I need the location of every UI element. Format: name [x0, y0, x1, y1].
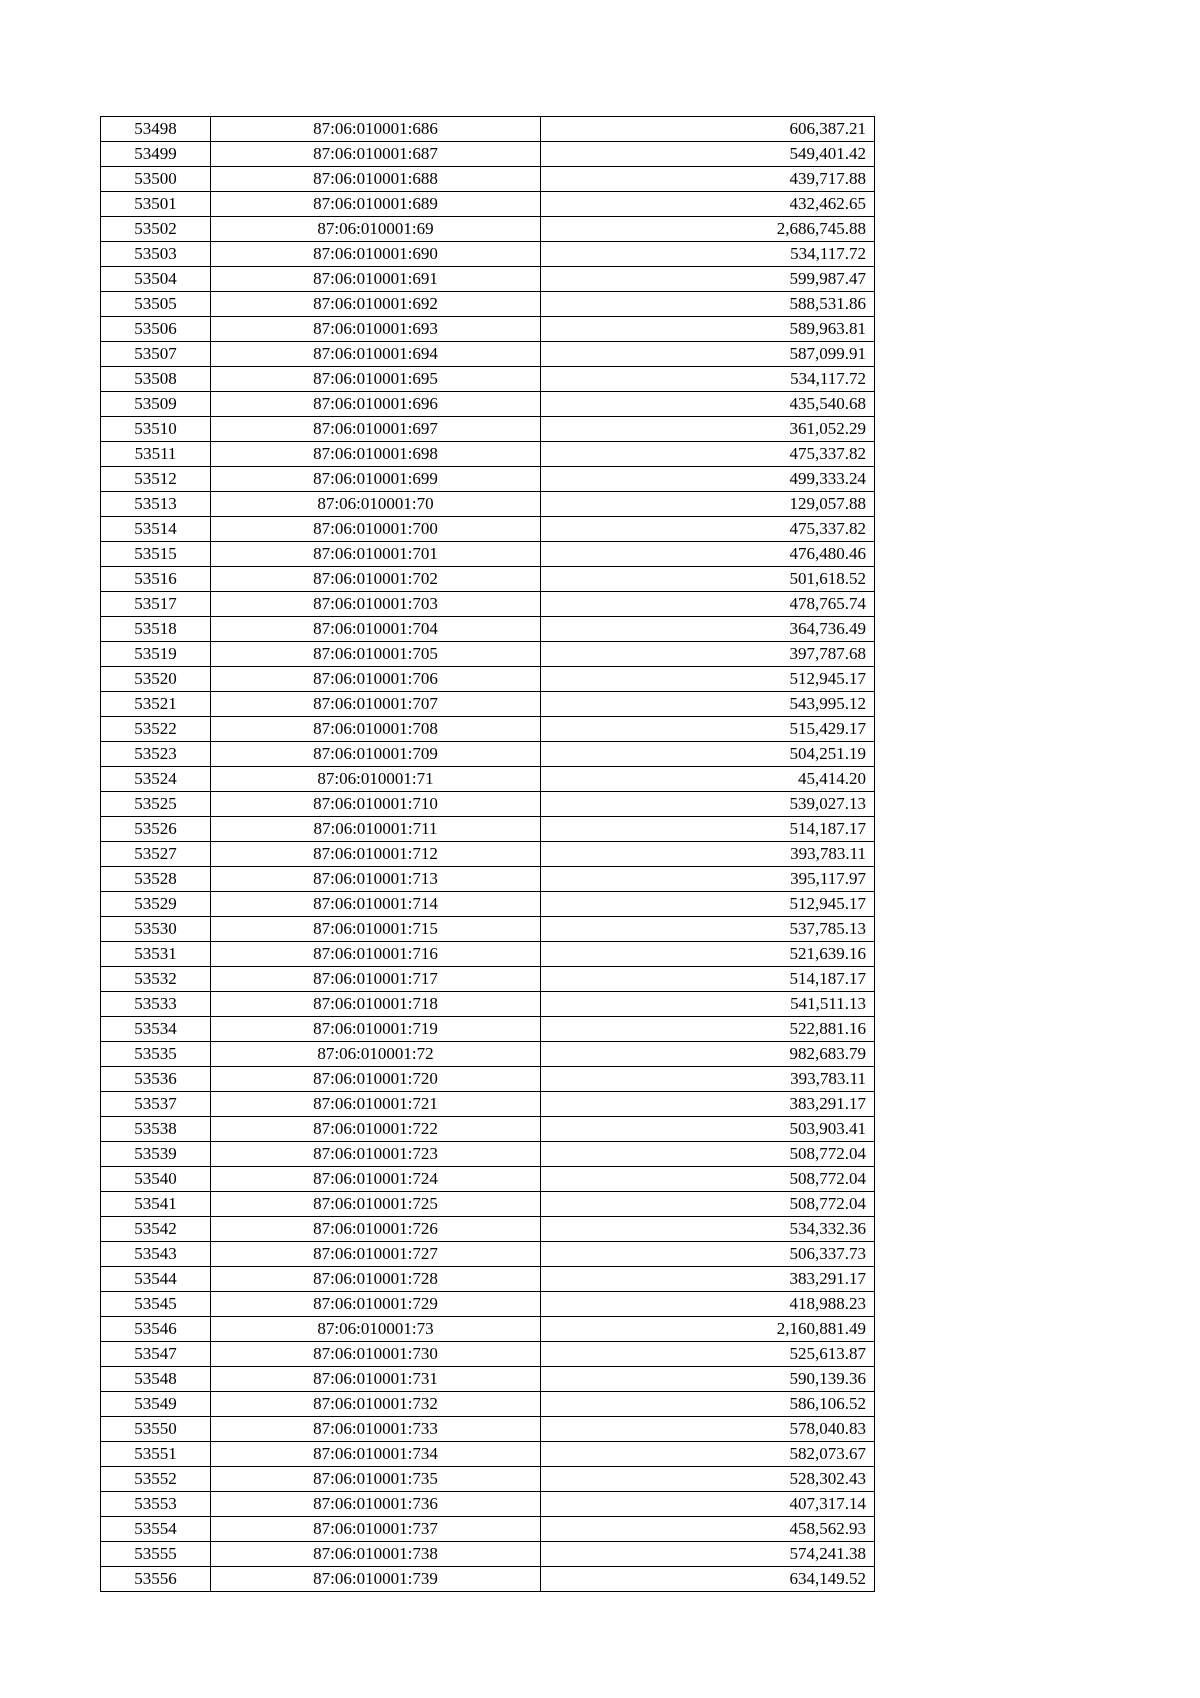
cadastral-number-cell: 87:06:010001:735 — [211, 1467, 541, 1492]
value-cell: 364,736.49 — [541, 617, 875, 642]
cadastral-number-cell: 87:06:010001:691 — [211, 267, 541, 292]
table-row — [101, 967, 875, 992]
cadastral-number-cell: 87:06:010001:695 — [211, 367, 541, 392]
value-cell: 361,052.29 — [541, 417, 875, 442]
table-row — [101, 892, 875, 917]
cadastral-number-cell: 87:06:010001:703 — [211, 592, 541, 617]
table-row — [101, 817, 875, 842]
value-cell: 478,765.74 — [541, 592, 875, 617]
row-number-cell: 53509 — [101, 392, 211, 417]
row-number-cell: 53539 — [101, 1142, 211, 1167]
row-number-cell: 53555 — [101, 1542, 211, 1567]
cadastral-number-cell: 87:06:010001:713 — [211, 867, 541, 892]
row-number-cell: 53525 — [101, 792, 211, 817]
row-number-cell: 53526 — [101, 817, 211, 842]
table-row — [101, 292, 875, 317]
table-row — [101, 1417, 875, 1442]
table-row — [101, 167, 875, 192]
row-number-cell: 53552 — [101, 1467, 211, 1492]
table-row — [101, 642, 875, 667]
cadastral-number-cell: 87:06:010001:724 — [211, 1167, 541, 1192]
table-row — [101, 1092, 875, 1117]
row-number-cell: 53543 — [101, 1242, 211, 1267]
value-cell: 439,717.88 — [541, 167, 875, 192]
cadastral-number-cell: 87:06:010001:706 — [211, 667, 541, 692]
value-cell: 407,317.14 — [541, 1492, 875, 1517]
value-cell: 129,057.88 — [541, 492, 875, 517]
value-cell: 537,785.13 — [541, 917, 875, 942]
table-row — [101, 767, 875, 792]
cadastral-number-cell: 87:06:010001:705 — [211, 642, 541, 667]
row-number-cell: 53547 — [101, 1342, 211, 1367]
row-number-cell: 53542 — [101, 1217, 211, 1242]
cadastral-number-cell: 87:06:010001:730 — [211, 1342, 541, 1367]
cadastral-number-cell: 87:06:010001:688 — [211, 167, 541, 192]
row-number-cell: 53553 — [101, 1492, 211, 1517]
row-number-cell: 53504 — [101, 267, 211, 292]
row-number-cell: 53511 — [101, 442, 211, 467]
value-cell: 397,787.68 — [541, 642, 875, 667]
cadastral-number-cell: 87:06:010001:704 — [211, 617, 541, 642]
cadastral-number-cell: 87:06:010001:693 — [211, 317, 541, 342]
row-number-cell: 53544 — [101, 1267, 211, 1292]
row-number-cell: 53501 — [101, 192, 211, 217]
table-row — [101, 192, 875, 217]
row-number-cell: 53529 — [101, 892, 211, 917]
cadastral-number-cell: 87:06:010001:697 — [211, 417, 541, 442]
value-cell: 512,945.17 — [541, 667, 875, 692]
row-number-cell: 53545 — [101, 1292, 211, 1317]
value-cell: 458,562.93 — [541, 1517, 875, 1542]
value-cell: 586,106.52 — [541, 1392, 875, 1417]
cadastral-number-cell: 87:06:010001:726 — [211, 1217, 541, 1242]
cadastral-number-cell: 87:06:010001:729 — [211, 1292, 541, 1317]
row-number-cell: 53500 — [101, 167, 211, 192]
row-number-cell: 53546 — [101, 1317, 211, 1342]
value-cell: 504,251.19 — [541, 742, 875, 767]
row-number-cell: 53516 — [101, 567, 211, 592]
cadastral-number-cell: 87:06:010001:714 — [211, 892, 541, 917]
row-number-cell: 53541 — [101, 1192, 211, 1217]
table-row — [101, 1267, 875, 1292]
table-row — [101, 842, 875, 867]
cadastral-number-cell: 87:06:010001:718 — [211, 992, 541, 1017]
row-number-cell: 53540 — [101, 1167, 211, 1192]
row-number-cell: 53548 — [101, 1367, 211, 1392]
row-number-cell: 53549 — [101, 1392, 211, 1417]
table-row — [101, 1367, 875, 1392]
row-number-cell: 53510 — [101, 417, 211, 442]
row-number-cell: 53554 — [101, 1517, 211, 1542]
table-row — [101, 1317, 875, 1342]
value-cell: 508,772.04 — [541, 1167, 875, 1192]
row-number-cell: 53551 — [101, 1442, 211, 1467]
value-cell: 539,027.13 — [541, 792, 875, 817]
value-cell: 634,149.52 — [541, 1567, 875, 1592]
table-row — [101, 542, 875, 567]
cadastral-number-cell: 87:06:010001:732 — [211, 1392, 541, 1417]
cadastral-number-cell: 87:06:010001:720 — [211, 1067, 541, 1092]
table-row — [101, 617, 875, 642]
value-cell: 515,429.17 — [541, 717, 875, 742]
value-cell: 393,783.11 — [541, 842, 875, 867]
value-cell: 543,995.12 — [541, 692, 875, 717]
row-number-cell: 53538 — [101, 1117, 211, 1142]
cadastral-number-cell: 87:06:010001:721 — [211, 1092, 541, 1117]
row-number-cell: 53517 — [101, 592, 211, 617]
row-number-cell: 53534 — [101, 1017, 211, 1042]
cadastral-number-cell: 87:06:010001:715 — [211, 917, 541, 942]
table-row — [101, 342, 875, 367]
cadastral-number-cell: 87:06:010001:700 — [211, 517, 541, 542]
row-number-cell: 53533 — [101, 992, 211, 1017]
table-row — [101, 117, 875, 142]
value-cell: 508,772.04 — [541, 1192, 875, 1217]
row-number-cell: 53530 — [101, 917, 211, 942]
cadastral-number-cell: 87:06:010001:702 — [211, 567, 541, 592]
value-cell: 2,686,745.88 — [541, 217, 875, 242]
table-row — [101, 1067, 875, 1092]
cadastral-number-cell: 87:06:010001:696 — [211, 392, 541, 417]
value-cell: 522,881.16 — [541, 1017, 875, 1042]
cadastral-number-cell: 87:06:010001:728 — [211, 1267, 541, 1292]
row-number-cell: 53505 — [101, 292, 211, 317]
value-cell: 528,302.43 — [541, 1467, 875, 1492]
table-row — [101, 267, 875, 292]
value-cell: 578,040.83 — [541, 1417, 875, 1442]
cadastral-number-cell: 87:06:010001:694 — [211, 342, 541, 367]
value-cell: 435,540.68 — [541, 392, 875, 417]
table-row — [101, 1217, 875, 1242]
row-number-cell: 53528 — [101, 867, 211, 892]
table-row — [101, 692, 875, 717]
value-cell: 383,291.17 — [541, 1092, 875, 1117]
table-row — [101, 1442, 875, 1467]
row-number-cell: 53507 — [101, 342, 211, 367]
value-cell: 525,613.87 — [541, 1342, 875, 1367]
table-row — [101, 1242, 875, 1267]
cadastral-number-cell: 87:06:010001:69 — [211, 217, 541, 242]
cadastral-number-cell: 87:06:010001:701 — [211, 542, 541, 567]
value-cell: 2,160,881.49 — [541, 1317, 875, 1342]
cadastral-number-cell: 87:06:010001:699 — [211, 467, 541, 492]
table-row — [101, 592, 875, 617]
cadastral-number-cell: 87:06:010001:738 — [211, 1542, 541, 1567]
value-cell: 499,333.24 — [541, 467, 875, 492]
cadastral-number-cell: 87:06:010001:723 — [211, 1142, 541, 1167]
table-row — [101, 942, 875, 967]
cadastral-number-cell: 87:06:010001:709 — [211, 742, 541, 767]
cadastral-number-cell: 87:06:010001:733 — [211, 1417, 541, 1442]
table-row — [101, 1017, 875, 1042]
row-number-cell: 53513 — [101, 492, 211, 517]
table-row — [101, 1142, 875, 1167]
table-row — [101, 217, 875, 242]
table-row — [101, 917, 875, 942]
value-cell: 508,772.04 — [541, 1142, 875, 1167]
table-row — [101, 1567, 875, 1592]
value-cell: 534,117.72 — [541, 367, 875, 392]
row-number-cell: 53520 — [101, 667, 211, 692]
row-number-cell: 53503 — [101, 242, 211, 267]
cadastral-number-cell: 87:06:010001:739 — [211, 1567, 541, 1592]
cadastral-number-cell: 87:06:010001:737 — [211, 1517, 541, 1542]
cadastral-number-cell: 87:06:010001:716 — [211, 942, 541, 967]
cadastral-number-cell: 87:06:010001:72 — [211, 1042, 541, 1067]
value-cell: 514,187.17 — [541, 967, 875, 992]
row-number-cell: 53535 — [101, 1042, 211, 1067]
table-row — [101, 1117, 875, 1142]
table-row — [101, 792, 875, 817]
table-row — [101, 467, 875, 492]
table-row — [101, 392, 875, 417]
row-number-cell: 53514 — [101, 517, 211, 542]
table-row — [101, 742, 875, 767]
table-row — [101, 317, 875, 342]
table-row — [101, 1167, 875, 1192]
value-cell: 476,480.46 — [541, 542, 875, 567]
value-cell: 475,337.82 — [541, 517, 875, 542]
table-row — [101, 442, 875, 467]
value-cell: 587,099.91 — [541, 342, 875, 367]
value-cell: 432,462.65 — [541, 192, 875, 217]
row-number-cell: 53522 — [101, 717, 211, 742]
value-cell: 588,531.86 — [541, 292, 875, 317]
value-cell: 393,783.11 — [541, 1067, 875, 1092]
value-cell: 514,187.17 — [541, 817, 875, 842]
value-cell: 501,618.52 — [541, 567, 875, 592]
row-number-cell: 53537 — [101, 1092, 211, 1117]
table-row — [101, 717, 875, 742]
value-cell: 589,963.81 — [541, 317, 875, 342]
row-number-cell: 53550 — [101, 1417, 211, 1442]
row-number-cell: 53532 — [101, 967, 211, 992]
value-cell: 503,903.41 — [541, 1117, 875, 1142]
cadastral-number-cell: 87:06:010001:708 — [211, 717, 541, 742]
cadastral-number-cell: 87:06:010001:722 — [211, 1117, 541, 1142]
row-number-cell: 53515 — [101, 542, 211, 567]
cadastral-number-cell: 87:06:010001:710 — [211, 792, 541, 817]
value-cell: 590,139.36 — [541, 1367, 875, 1392]
table-row — [101, 667, 875, 692]
table-row — [101, 1292, 875, 1317]
cadastral-number-cell: 87:06:010001:707 — [211, 692, 541, 717]
value-cell: 45,414.20 — [541, 767, 875, 792]
cadastral-number-cell: 87:06:010001:727 — [211, 1242, 541, 1267]
value-cell: 395,117.97 — [541, 867, 875, 892]
cadastral-number-cell: 87:06:010001:73 — [211, 1317, 541, 1342]
cadastral-number-cell: 87:06:010001:689 — [211, 192, 541, 217]
row-number-cell: 53518 — [101, 617, 211, 642]
value-cell: 475,337.82 — [541, 442, 875, 467]
row-number-cell: 53536 — [101, 1067, 211, 1092]
table-row — [101, 1542, 875, 1567]
row-number-cell: 53512 — [101, 467, 211, 492]
value-cell: 599,987.47 — [541, 267, 875, 292]
cadastral-number-cell: 87:06:010001:690 — [211, 242, 541, 267]
value-cell: 549,401.42 — [541, 142, 875, 167]
value-cell: 606,387.21 — [541, 117, 875, 142]
table-row — [101, 1517, 875, 1542]
table-row — [101, 567, 875, 592]
value-cell: 521,639.16 — [541, 942, 875, 967]
value-cell: 506,337.73 — [541, 1242, 875, 1267]
row-number-cell: 53502 — [101, 217, 211, 242]
value-cell: 534,117.72 — [541, 242, 875, 267]
row-number-cell: 53527 — [101, 842, 211, 867]
row-number-cell: 53506 — [101, 317, 211, 342]
value-cell: 582,073.67 — [541, 1442, 875, 1467]
table-row — [101, 242, 875, 267]
cadastral-number-cell: 87:06:010001:712 — [211, 842, 541, 867]
row-number-cell: 53498 — [101, 117, 211, 142]
table-row — [101, 1392, 875, 1417]
table-row — [101, 1492, 875, 1517]
value-cell: 534,332.36 — [541, 1217, 875, 1242]
cadastral-number-cell: 87:06:010001:731 — [211, 1367, 541, 1392]
table-row — [101, 1042, 875, 1067]
cadastral-number-cell: 87:06:010001:717 — [211, 967, 541, 992]
table-row — [101, 1342, 875, 1367]
row-number-cell: 53524 — [101, 767, 211, 792]
row-number-cell: 53521 — [101, 692, 211, 717]
table-row — [101, 517, 875, 542]
data-table — [100, 116, 875, 1592]
cadastral-number-cell: 87:06:010001:692 — [211, 292, 541, 317]
table-row — [101, 867, 875, 892]
value-cell: 512,945.17 — [541, 892, 875, 917]
table-body — [101, 117, 875, 1592]
table-row — [101, 142, 875, 167]
table-row — [101, 992, 875, 1017]
table-row — [101, 417, 875, 442]
value-cell: 982,683.79 — [541, 1042, 875, 1067]
table-row — [101, 492, 875, 517]
row-number-cell: 53519 — [101, 642, 211, 667]
value-cell: 574,241.38 — [541, 1542, 875, 1567]
row-number-cell: 53531 — [101, 942, 211, 967]
table-row — [101, 1467, 875, 1492]
cadastral-number-cell: 87:06:010001:725 — [211, 1192, 541, 1217]
row-number-cell: 53508 — [101, 367, 211, 392]
value-cell: 383,291.17 — [541, 1267, 875, 1292]
table-row — [101, 1192, 875, 1217]
cadastral-number-cell: 87:06:010001:70 — [211, 492, 541, 517]
cadastral-number-cell: 87:06:010001:686 — [211, 117, 541, 142]
row-number-cell: 53556 — [101, 1567, 211, 1592]
table-row — [101, 367, 875, 392]
cadastral-number-cell: 87:06:010001:698 — [211, 442, 541, 467]
row-number-cell: 53499 — [101, 142, 211, 167]
cadastral-number-cell: 87:06:010001:736 — [211, 1492, 541, 1517]
cadastral-number-cell: 87:06:010001:687 — [211, 142, 541, 167]
cadastral-number-cell: 87:06:010001:734 — [211, 1442, 541, 1467]
value-cell: 418,988.23 — [541, 1292, 875, 1317]
cadastral-number-cell: 87:06:010001:711 — [211, 817, 541, 842]
cadastral-number-cell: 87:06:010001:71 — [211, 767, 541, 792]
cadastral-number-cell: 87:06:010001:719 — [211, 1017, 541, 1042]
value-cell: 541,511.13 — [541, 992, 875, 1017]
row-number-cell: 53523 — [101, 742, 211, 767]
